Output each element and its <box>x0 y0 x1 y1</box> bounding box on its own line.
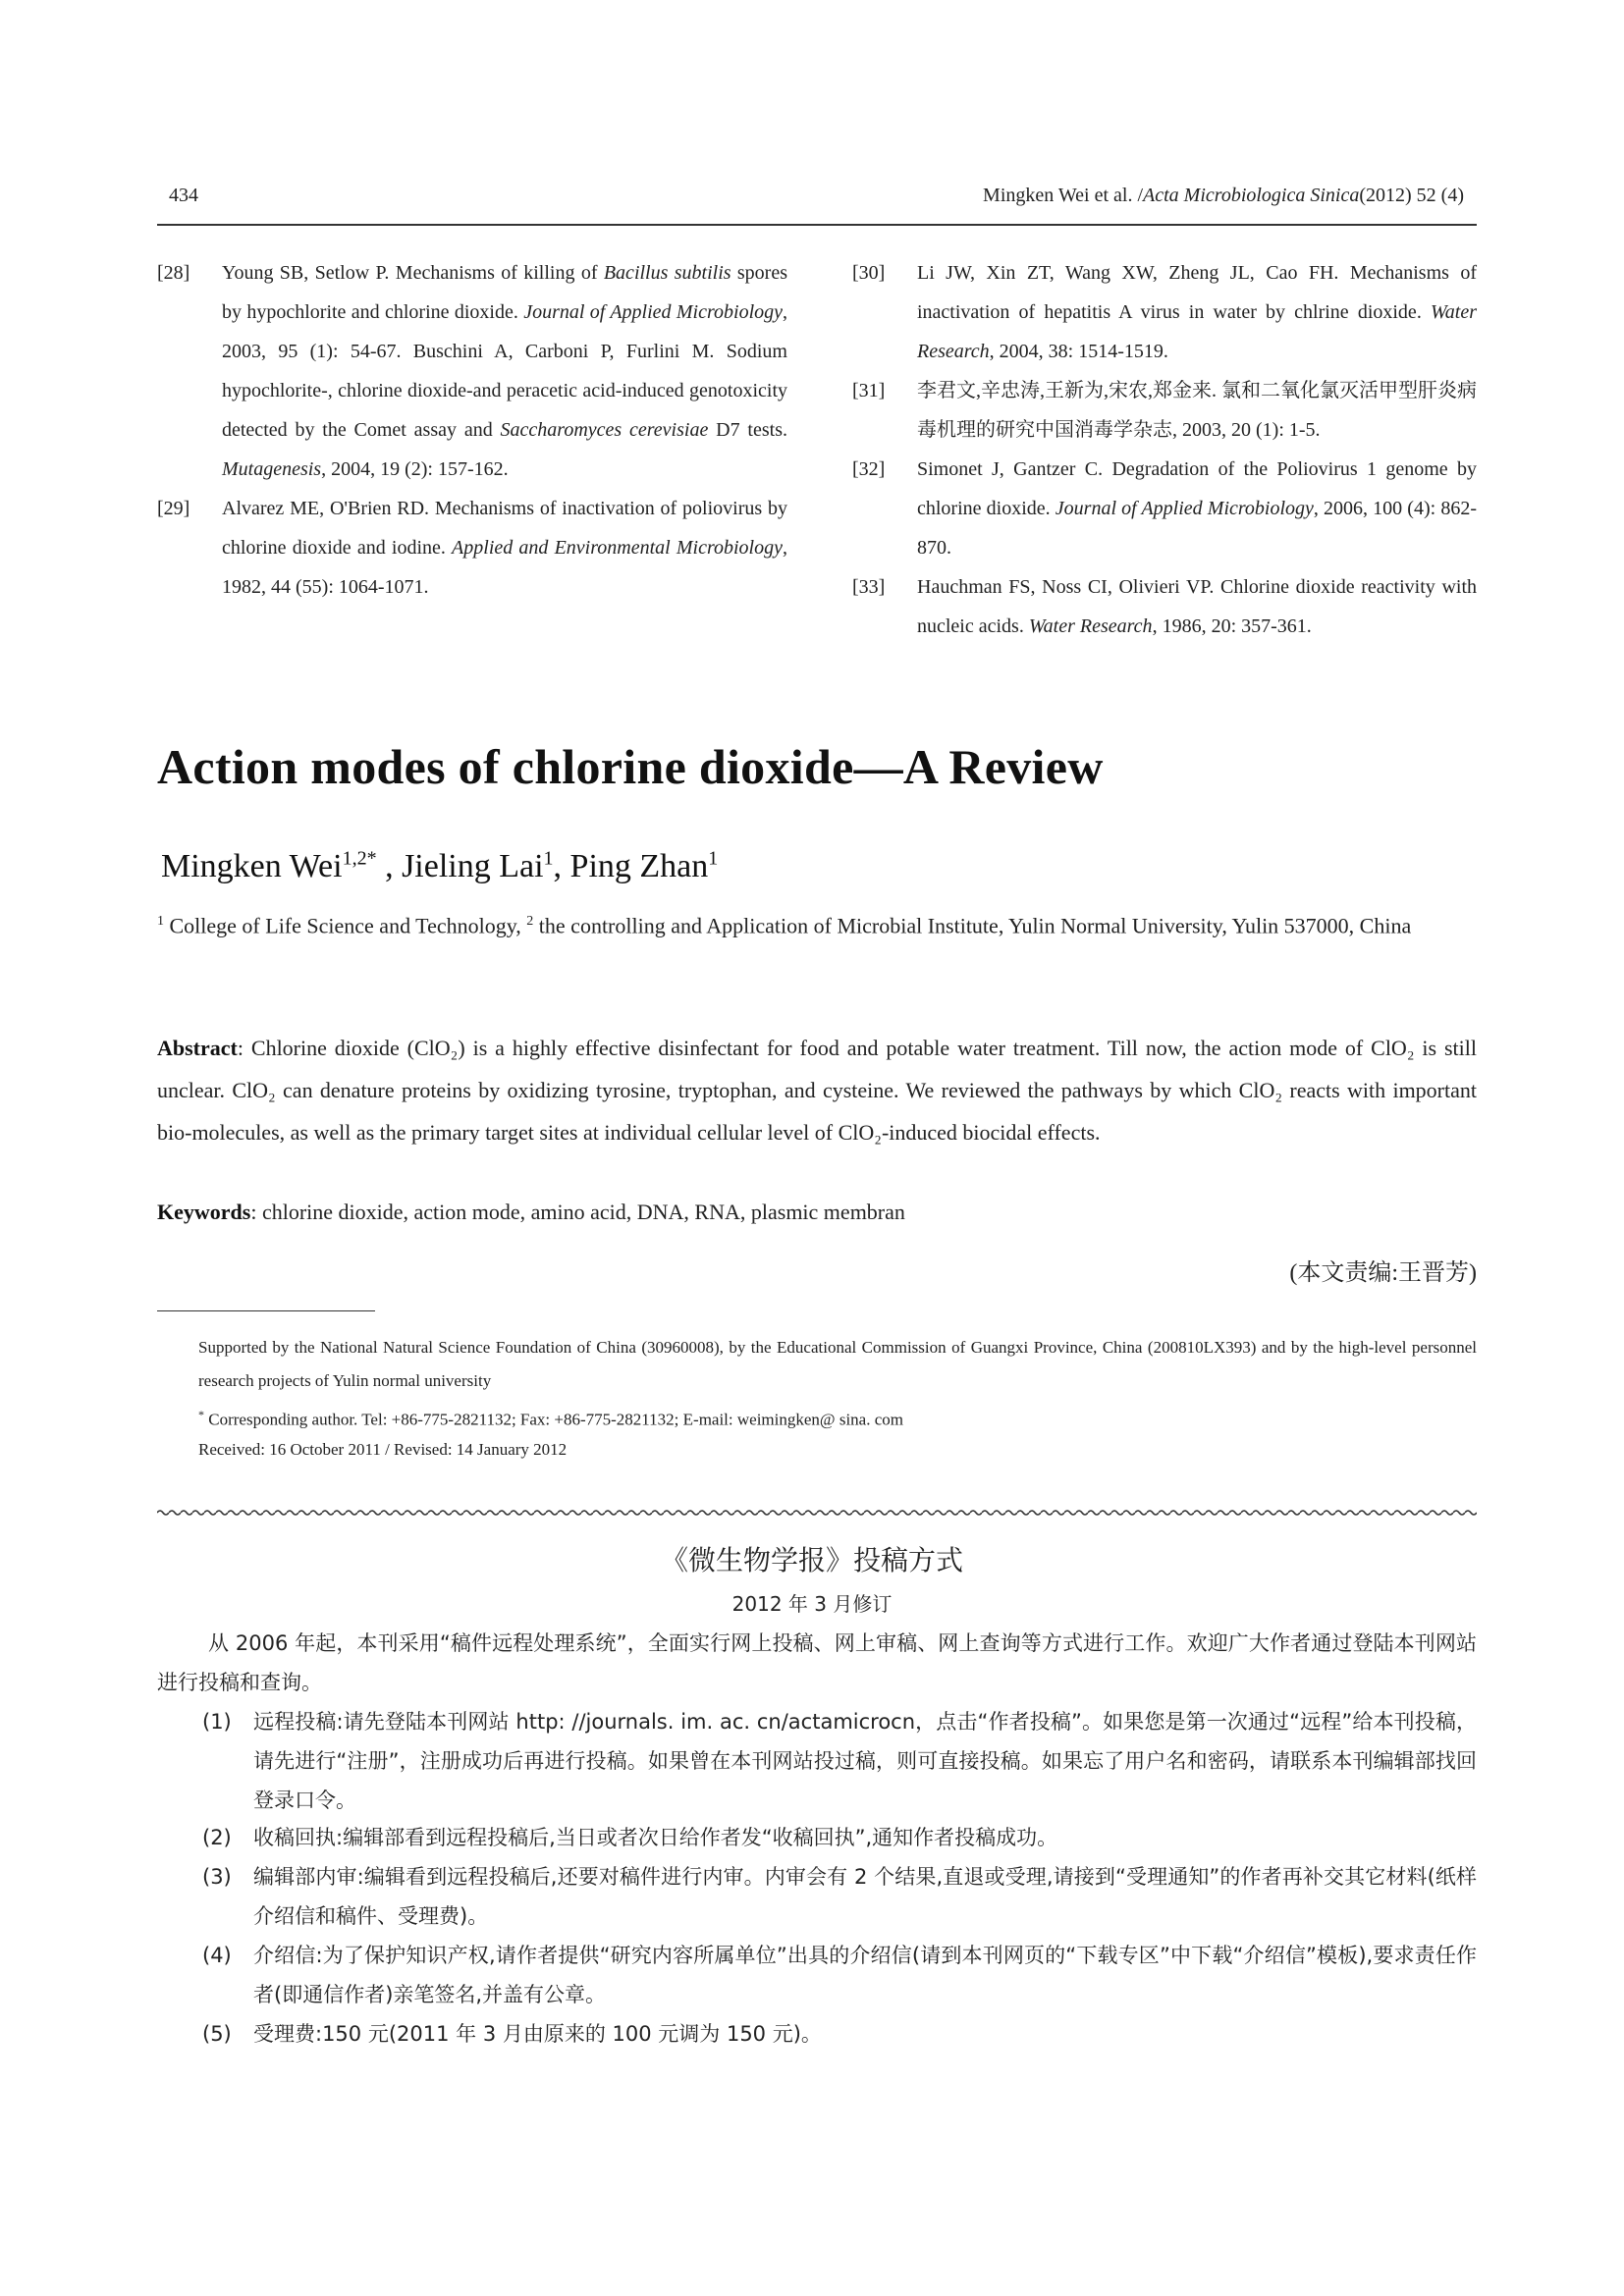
reference-italic-text: Applied and Environmental Microbiology <box>452 537 783 559</box>
author-separator: , <box>553 848 570 884</box>
reference-plain-text: , 2004, 19 (2): 157-162. <box>321 458 509 480</box>
notice-intro: 从 2006 年起，本刊采用“稿件远程处理系统”，全面实行网上投稿、网上审稿、网上查询等方式进行工作。欢迎广大作者通过登陆本刊网站进行投稿和查询。 <box>157 1631 1477 1694</box>
reference-text <box>222 489 787 607</box>
notice-title: 《微生物学报》投稿方式 <box>660 1544 963 1576</box>
notice-item-text: 收稿回执:编辑部看到远程投稿后,当日或者次日给作者发“收稿回执”,通知作者投稿成功。 <box>253 1826 1058 1849</box>
author-name: Jieling Lai <box>402 848 544 884</box>
notice-date: 2012 年 3 月修订 <box>731 1592 893 1616</box>
reference-italic-text: Journal of Applied Microbiology <box>523 301 783 323</box>
notice-item-number: (3) <box>202 1865 232 1889</box>
keywords-label: Keywords <box>157 1200 251 1224</box>
notice-item <box>202 1936 1477 2014</box>
running-head-journal: Acta Microbiologica Sinica <box>1143 185 1360 206</box>
author-name: Mingken Wei <box>161 848 343 884</box>
reference-number: [29] <box>157 498 190 519</box>
abstract-text: : Chlorine dioxide (ClO₂) is a highly effective disinfectant for food and potable water treatment. Till now, the action mode of ClO₂ is still unclear. ClO₂ can denature proteins by oxidizing tyrosine, tryptophan, and cysteine. We reviewed the pathways by which ClO₂ reacts with important bio-molecules, as well as the primary target sites at individual cellular level of ClO₂-induced biocidal effects. <box>157 1036 1477 1145</box>
reference-plain-text: 李君文,辛忠涛,王新为,宋农,郑金来. 氯和二氧化氯灭活甲型肝炎病毒机理的研究中国消毒学杂志, 2003, 20 (1): 1-5. <box>917 380 1477 441</box>
reference-italic-text: Water Research <box>917 301 1477 362</box>
article-title: Action modes of chlorine dioxide—A Review <box>157 739 1104 794</box>
reference-number: [32] <box>852 458 886 480</box>
corresponding-text: Corresponding author. Tel: +86-775-2821132; Fax: +86-775-2821132; E-mail: weimingken@ sina. com <box>204 1410 903 1429</box>
notice-item-number: (5) <box>202 2022 232 2046</box>
author-affiliation-mark: 1 <box>708 847 719 870</box>
reference-number: [31] <box>852 380 886 401</box>
author-name: Ping Zhan <box>569 848 709 884</box>
reference-plain-text: D7 tests. <box>708 419 787 441</box>
reference-entry <box>852 253 1477 371</box>
header-rule <box>157 224 1477 226</box>
affiliation-sup-1: 1 <box>157 914 164 929</box>
references-right-column <box>852 253 1477 646</box>
abstract <box>157 1027 1477 1153</box>
reference-entry <box>852 567 1477 646</box>
reference-plain-text: , 2003, 95 (1): 54-67. Buschini A, Carboni P, Furlini M. Sodium hypochlorite-, chlorine dioxide-and peracetic acid-induced genotoxicity detected by the Comet assay and <box>222 301 787 441</box>
reference-text <box>917 253 1477 371</box>
page-number: 434 <box>169 185 198 206</box>
notice-item <box>202 2014 1477 2054</box>
reference-text <box>222 253 787 489</box>
reference-entry <box>157 253 787 489</box>
reference-number: [33] <box>852 576 886 598</box>
reference-italic-text: Mutagenesis <box>222 458 322 480</box>
reference-entry <box>852 450 1477 567</box>
reference-plain-text: spores by hypochlorite and chlorine dioxide. <box>222 262 788 323</box>
notice-item <box>202 1857 1477 1936</box>
abstract-label: Abstract <box>157 1036 238 1060</box>
reference-plain-text: , 1982, 44 (55): 1064-1071. <box>222 537 787 598</box>
reference-plain-text: Alvarez ME, O'Brien RD. Mechanisms of inactivation of poliovirus by chlorine dioxide and iodine. <box>222 498 787 559</box>
references-left-column <box>157 253 787 607</box>
author-separator: , <box>376 848 403 884</box>
reference-number: [28] <box>157 262 190 284</box>
notice-item <box>202 1818 1477 1857</box>
reference-plain-text: Li JW, Xin ZT, Wang XW, Zheng JL, Cao FH. Mechanisms of inactivation of hepatitis A virus in water by chlrine dioxide. <box>917 262 1477 323</box>
footnote-rule <box>157 1310 375 1311</box>
running-head-issue: (2012) 52 (4) <box>1359 185 1464 206</box>
wavy-separator <box>157 1508 1477 1518</box>
affiliation <box>157 901 1477 946</box>
notice-item-number: (2) <box>202 1826 232 1849</box>
affiliation-sup-2: 2 <box>526 914 534 929</box>
keywords <box>157 1200 1477 1225</box>
reference-plain-text: Young SB, Setlow P. Mechanisms of killing of <box>222 262 604 284</box>
affiliation-part-2: the controlling and Application of Microbial Institute, Yulin Normal University, Yulin 537000, China <box>533 913 1412 938</box>
reference-plain-text: , 2006, 100 (4): 862-870. <box>917 498 1477 559</box>
author-affiliation-mark: 1,2* <box>342 847 377 870</box>
affiliation-part-1: College of Life Science and Technology, <box>164 913 527 938</box>
notice-item-number: (1) <box>202 1710 232 1734</box>
running-head <box>983 185 1464 207</box>
corresponding-footnote <box>198 1398 1477 1437</box>
reference-entry <box>852 371 1477 450</box>
notice-item <box>202 1702 1477 1820</box>
corresponding-mark: * <box>198 1408 204 1421</box>
reference-text <box>917 567 1477 646</box>
reference-italic-text: Journal of Applied Microbiology <box>1055 498 1314 519</box>
reference-text <box>917 371 1477 450</box>
author-affiliation-mark: 1 <box>543 847 554 870</box>
reference-italic-text: Water Research <box>1028 615 1153 637</box>
reference-number: [30] <box>852 262 886 284</box>
received-dates: Received: 16 October 2011 / Revised: 14 January 2012 <box>198 1440 568 1459</box>
reference-text <box>917 450 1477 567</box>
reference-plain-text: , 1986, 20: 357-361. <box>1152 615 1312 637</box>
notice-item-text: 介绍信:为了保护知识产权,请作者提供“研究内容所属单位”出具的介绍信(请到本刊网页的“下载专区”中下载“介绍信”模板),要求责任作者(即通信作者)亲笔签名,并盖有公章。 <box>253 1944 1477 2006</box>
reference-plain-text: Simonet J, Gantzer C. Degradation of the Poliovirus 1 genome by chlorine dioxide. <box>917 458 1477 519</box>
reference-plain-text: , 2004, 38: 1514-1519. <box>989 341 1168 362</box>
reference-entry <box>157 489 787 607</box>
running-head-authors: Mingken Wei et al. / <box>983 185 1144 206</box>
reference-plain-text: Hauchman FS, Noss CI, Olivieri VP. Chlorine dioxide reactivity with nucleic acids. <box>917 576 1477 637</box>
author-list <box>161 848 718 885</box>
funding-footnote: Supported by the National Natural Science Foundation of China (30960008), by the Educational Commission of Guangxi Province, China (200810LX393) and by the high-level personnel research projects of Yulin normal university <box>198 1338 1477 1390</box>
notice-item-number: (4) <box>202 1944 232 1967</box>
keywords-text: : chlorine dioxide, action mode, amino acid, DNA, RNA, plasmic membran <box>250 1200 905 1224</box>
responsible-editor: (本文责编:王晋芳) <box>1289 1260 1477 1286</box>
notice-item-text: 编辑部内审:编辑看到远程投稿后,还要对稿件进行内审。内审会有 2 个结果,直退或受理,请接到“受理通知”的作者再补交其它材料(纸样介绍信和稿件、受理费)。 <box>253 1865 1477 1928</box>
reference-italic-text: Saccharomyces cerevisiae <box>500 419 709 441</box>
notice-item-text: 远程投稿:请先登陆本刊网站 http: //journals. im. ac. cn/actamicrocn，点击“作者投稿”。如果您是第一次通过“远程”给本刊投稿，请先进行“注册”，注册成功后再进行投稿。如果曾在本刊网站投过稿，则可直接投稿。如果忘了用户名和密码，请联系本刊编辑部找回登录口令。 <box>253 1710 1477 1812</box>
notice-item-text: 受理费:150 元(2011 年 3 月由原来的 100 元调为 150 元)。 <box>253 2022 822 2046</box>
reference-italic-text: Bacillus subtilis <box>603 262 731 284</box>
